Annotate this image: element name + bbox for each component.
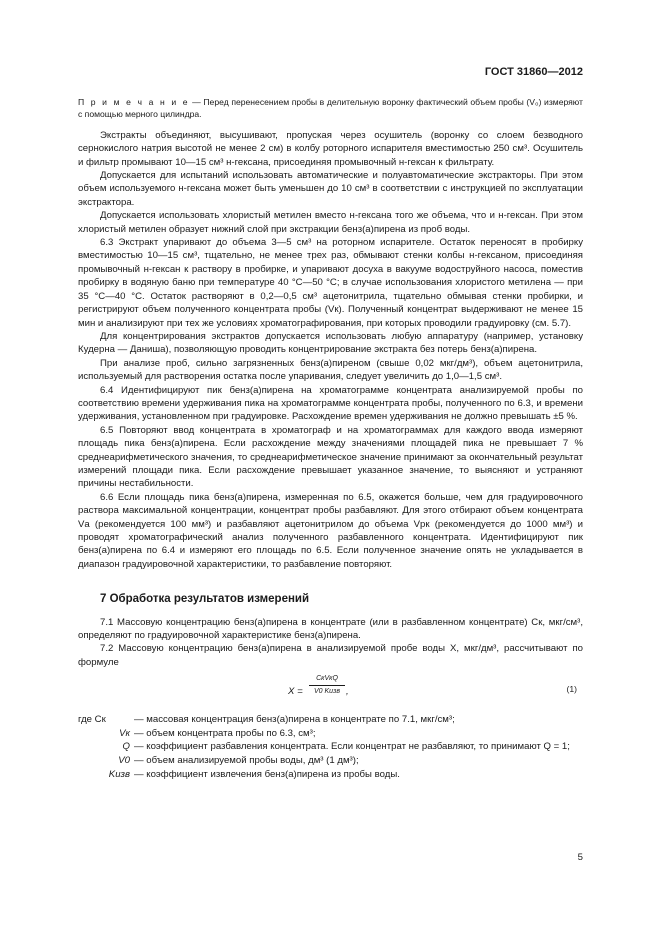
legend-description: — коэффициент разбавления концентрата. Если концентрат не разбавляют, то принимают Q = 1; [134, 741, 570, 753]
note-paragraph [78, 96, 583, 121]
formula-tail: , [346, 686, 349, 698]
legend-description: — массовая концентрация бенз(а)пирена в концентрате по 7.1, мкг/см³; [134, 714, 455, 726]
standard-header: ГОСТ 31860—2012 [484, 66, 583, 78]
formula-1 [78, 673, 583, 711]
paragraph: При анализе проб, сильно загрязненных бенз(а)пиреном (свыше 0,02 мкг/дм³), объем ацетонитрила, используемый для растворения остатка после упаривания, следует увеличить до 1,0—1,5 см³. [78, 357, 583, 383]
page-number: 5 [577, 852, 583, 863]
legend-description: — коэффициент извлечения бенз(а)пирена из пробы воды. [134, 768, 400, 780]
paragraph: Допускается использовать хлористый метилен вместо н-гексана того же объема, что и н-гексан. При этом хлористый метилен образует нижний слой при экстракции бенз(а)пирена из проб воды. [78, 210, 583, 235]
formula-fraction [309, 674, 345, 697]
paragraph-6-3: 6.3 Экстракт упаривают до объема 3—5 см³ на роторном испарителе. Остаток переносят в пробирку вместимостью 10—15 см³, тщательно, не менее трех раз, обмывают стенки колбы н-гексаном, присоединяя промывочный н-гексан к раствору в пробирке, и упаривают досуха в вакууме водоструйного насоса, поместив пробирку в водяную баню при температуре 40 °С—50 °С; в случае использования хлористого метилена — при 35 °С—40 °С. Остаток растворяют в 0,2—0,5 см³ ацетонитрила, тщательно обмывая стенки пробирки, и регистрируют объем полученного концентрата пробы (Vк). Полученный концентрат выдерживают не менее 15 мин и анализируют при тех же условиях хроматографирования, при которых проводили градуировку (см. 5.7). [78, 237, 583, 329]
legend-description: — объем анализируемой пробы воды, дм³ (1 дм³); [134, 755, 359, 767]
legend-row [78, 713, 583, 727]
paragraph: Допускается для испытаний использовать автоматические и полуавтоматические экстракторы. При этом объем используемого н-гексана может быть уменьшен до 10 см³ в соответствии с инструкцией по эксплуатации экстрактора. [78, 170, 583, 208]
legend-row [78, 727, 583, 741]
legend-row [78, 768, 583, 782]
legend-row [78, 754, 583, 768]
legend-symbol: Q [122, 741, 130, 753]
variable-legend [78, 713, 583, 781]
paragraph-6-5: 6.5 Повторяют ввод концентрата в хроматограф и на хроматограммах для каждого ввода измеряют площадь пика бенз(а)пирена. Если расхождение между значениями площадей пика не превышает 7 % среднеарифметического значения, то среднеарифметическое значение принимают за окончательный результат измерений площади пика. Если расхождение превышает указанное значение, то выясняют и устраняют причины нестабильности. [78, 424, 583, 490]
formula-number: (1) [566, 684, 577, 695]
formula-lhs: X = [288, 686, 303, 698]
note-text: — Перед перенесением пробы в делительную воронку фактический объем пробы (V₀) измеряют с помощью мерного цилиндра. [78, 97, 583, 120]
formula-denominator: V0 Kизв [314, 688, 340, 696]
paragraph: Для концентрирования экстрактов допускается использовать любую аппаратуру (например, установку Кудерна — Даниша), позволяющую проводить концентрирование экстракта без потерь бенз(а)пирена. [78, 330, 583, 356]
paragraph: Экстракты объединяют, высушивают, пропуская через осушитель (воронку со слоем безводного сернокислого натрия высотой не менее 2 см) в колбу роторного испарителя вместимостью 250 см³. Осушитель и фильтр промывают 10—15 см³ н-гексана, присоединяя промывочный н-гексан к фильтрату. [78, 129, 583, 168]
legend-symbol: где Ск [78, 714, 106, 726]
legend-description: — объем концентрата пробы по 6.3, см³; [134, 727, 316, 739]
legend-symbol: V0 [118, 755, 130, 767]
legend-row [78, 740, 583, 754]
paragraph-6-4: 6.4 Идентифицируют пик бенз(а)пирена на хроматограмме концентрата анализируемой пробы по соответствию времени удерживания пика на хроматограмме концентрата пробы, полученного по 6.3, и времени удерживания, установленном при градуировке. Расхождение времен удерживания не должно превышать ±5 %. [78, 384, 583, 423]
paragraph-7-1: 7.1 Массовую концентрацию бенз(а)пирена в концентрате (или в разбавленном концентрате) Ск, мкг/см³, определяют по градуировочной характеристике бенз(а)пирена. [78, 616, 583, 642]
legend-symbol: Kизв [108, 768, 130, 780]
paragraph-6-6: 6.6 Если площадь пика бенз(а)пирена, измеренная по 6.5, окажется больше, чем для градуировочного раствора максимальной концентрации, концентрат пробы разбавляют. Для этого отбирают объем концентрата Vа (рекомендуется 100 мм³) и разбавляют ацетонитрилом до объема Vрк (рекомендуется до 1000 мм³) и проводят хроматографический анализ полученного разбавленного концентрата. Идентифицируют пик бенз(а)пирена по 6.4 и измеряют его площадь по 6.5. Если полученное значение опять не укладывается в диапазон градуировочной характеристики, то разбавление повторяют. [78, 491, 583, 570]
document-body [78, 96, 583, 781]
note-label: П р и м е ч а н и е [78, 97, 190, 107]
section-heading: 7 Обработка результатов измерений [100, 593, 310, 606]
legend-symbol: Vк [119, 727, 130, 739]
formula-numerator: СкVкQ [309, 674, 345, 686]
paragraph-7-2: 7.2 Массовую концентрацию бенз(а)пирена в анализируемой пробе воды X, мкг/дм³, рассчитывают по формуле [78, 643, 583, 668]
